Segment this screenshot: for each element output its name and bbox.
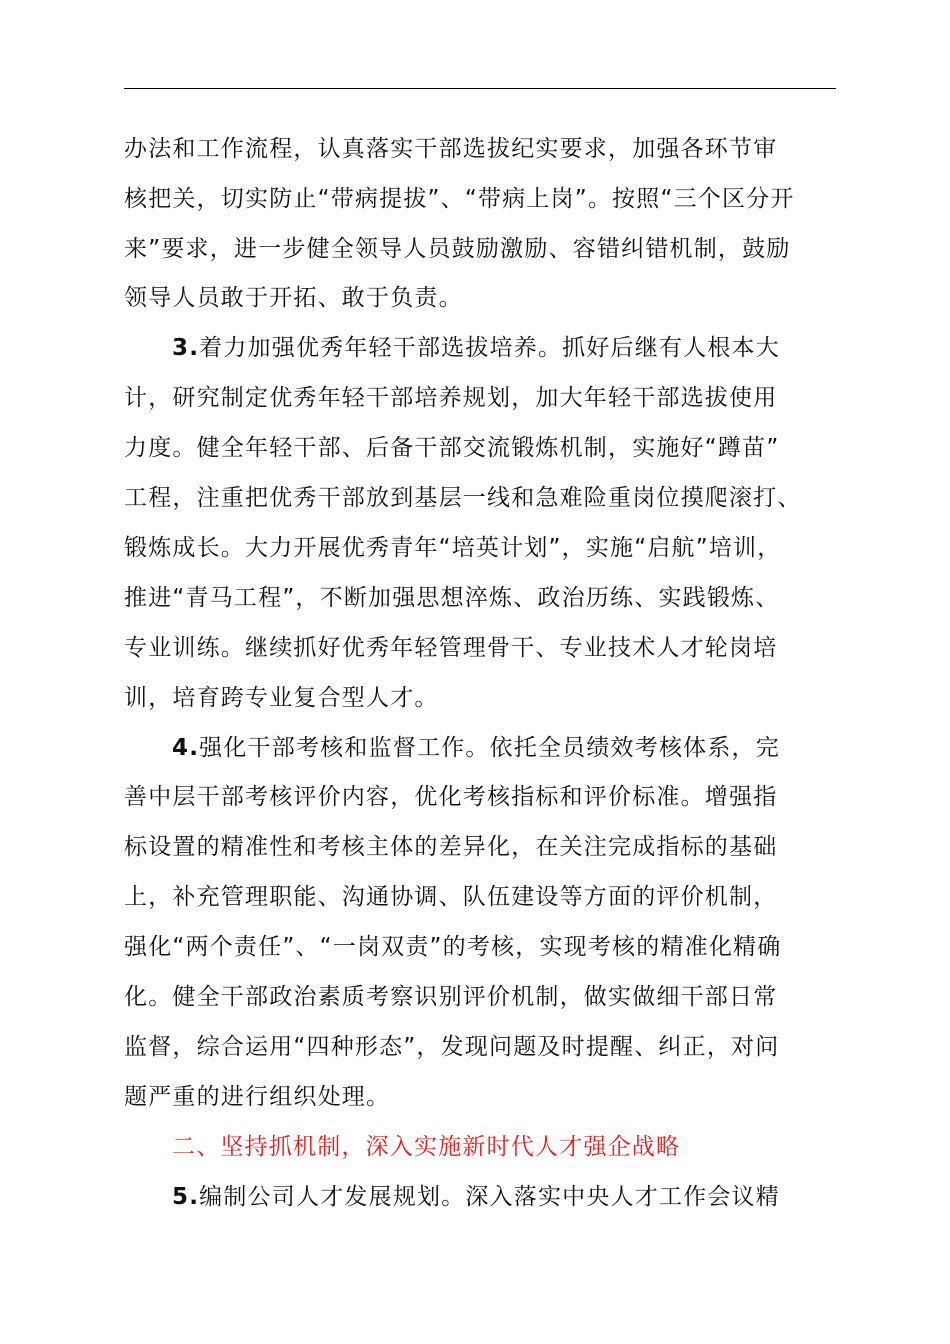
text-line: 监督，综合运用“四种形态”，发现问题及时提醒、纠正，对问 — [124, 1034, 780, 1060]
text-line: 化。健全干部政治素质考察识别评价机制，做实做细干部日常 — [124, 984, 778, 1010]
text-line: 善中层干部考核评价内容，优化考核指标和评价标准。增强指 — [124, 784, 778, 810]
text-line: 专业训练。继续抓好优秀年轻管理骨干、专业技术人才轮岗培 — [124, 635, 778, 661]
text-line: 上，补充管理职能、沟通协调、队伍建设等方面的评价机制， — [124, 884, 778, 910]
item-number: 4. — [172, 735, 200, 761]
item-4-heading-line: 4.强化干部考核和监督工作。依托全员绩效考核体系，完 — [172, 735, 780, 761]
text-line: 力度。健全年轻干部、后备干部交流锻炼机制，实施好“蹲苗” — [124, 435, 780, 461]
text-line: 训，培育跨专业复合型人才。 — [124, 685, 439, 711]
section-heading: 二、坚持抓机制，深入实施新时代人才强企战略 — [172, 1134, 681, 1160]
text-line: 标设置的精准性和考核主体的差异化，在关注完成指标的基础 — [124, 834, 778, 860]
item-5-heading-line: 5.编制公司人才发展规划。深入落实中央人才工作会议精 — [172, 1184, 780, 1210]
item-number: 5. — [172, 1184, 200, 1210]
text-line: 锻炼成长。大力开展优秀青年“培英计划”，实施“启航”培训， — [124, 535, 782, 561]
text-line: 办法和工作流程，认真落实干部选拔纪实要求，加强各环节审 — [124, 136, 778, 162]
item-3-heading-line: 3.着力加强优秀年轻干部选拔培养。抓好后继有人根本大 — [172, 335, 780, 361]
text-line: 题严重的进行组织处理。 — [124, 1084, 391, 1110]
text-line: 核把关，切实防止“带病提拔”、“带病上岗”。按照“三个区分开 — [124, 186, 795, 212]
text-line: 来”要求，进一步健全领导人员鼓励激励、容错纠错机制，鼓励 — [124, 236, 791, 262]
header-rule — [124, 88, 836, 89]
text-line: 推进“青马工程”，不断加强思想淬炼、政治历练、实践锻炼、 — [124, 585, 780, 611]
item-number: 3. — [172, 335, 200, 361]
text-line: 工程，注重把优秀干部放到基层一线和急难险重岗位摸爬滚打、 — [124, 485, 802, 511]
text-line: 计，研究制定优秀年轻干部培养规划，加大年轻干部选拔使用 — [124, 385, 778, 411]
text-line: 强化“两个责任”、“一岗双责”的考核，实现考核的精准化精确 — [124, 934, 782, 960]
text-line: 领导人员敢于开拓、敢于负责。 — [124, 285, 463, 311]
